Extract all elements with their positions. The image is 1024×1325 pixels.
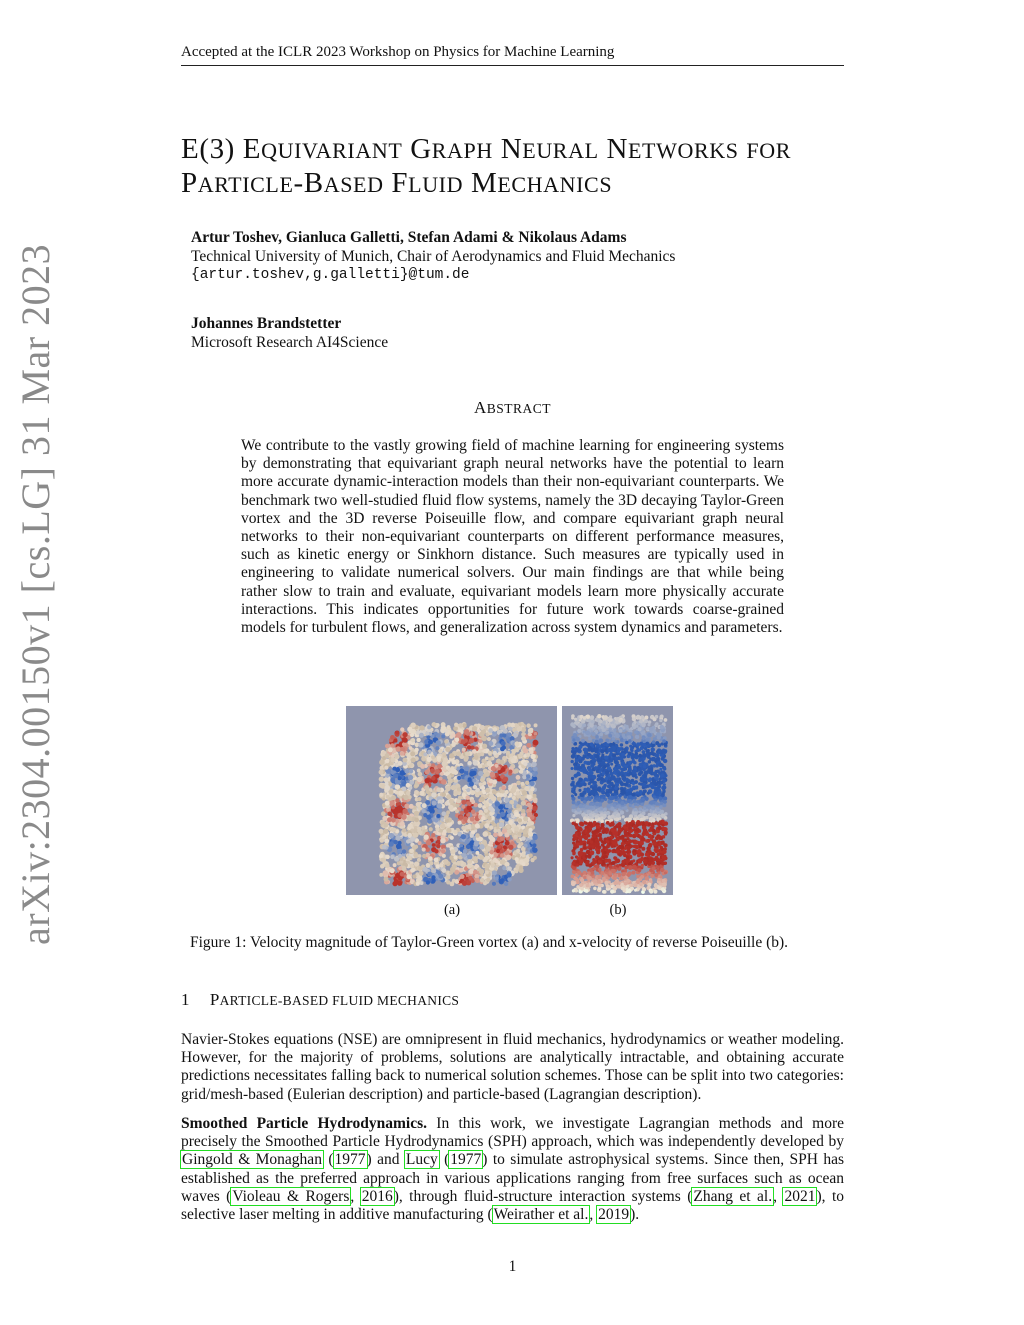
citation-link[interactable]: Violeau & Rogers bbox=[232, 1187, 350, 1205]
citation-link[interactable]: 2019 bbox=[598, 1206, 630, 1224]
figure-caption: Figure 1: Velocity magnitude of Taylor-Green vortex (a) and x-velocity of reverse Poiseuille (b). bbox=[190, 934, 789, 951]
author-email[interactable]: {artur.toshev,g.galletti}@tum.de bbox=[191, 267, 470, 283]
citation-link[interactable]: 1977 bbox=[450, 1151, 482, 1169]
section-paragraph-2: Smoothed Particle Hydrodynamics. In this work, we investigate Lagrangian methods and more precisely the Smoothed Particle Hydrodynamics (SPH) approach, which was independently developed by Gingold & Monaghan (1977) and Lucy (1977) to simulate astrophysical systems. Since then, SPH has established as the preferred approach in various applications ranging from free surfaces such as ocean waves (Violeau & Rogers, 2016), through fluid-structure interaction systems (Zhang et al., 2021), to selective laser melting in additive manufacturing (Weirather et al., 2019). bbox=[181, 1115, 845, 1224]
subcaption-a: (a) bbox=[443, 902, 461, 918]
paper-title bbox=[181, 133, 881, 201]
citation-link[interactable]: Lucy bbox=[405, 1151, 438, 1169]
citation-link[interactable]: Zhang et al. bbox=[693, 1187, 773, 1205]
abstract-text: We contribute to the vastly growing field of machine learning for engineering systems by demonstrating that equivariant graph neural networks have the potential to learn more accurate dynamic-interaction models than their non-equivariant counterparts. We benchmark two well-studied fluid flow systems, namely the 3D decaying Taylor-Green vortex and the 3D reverse Poiseuille flow, and compare equivariant graph neural networks to their non-equivariant counterparts on different performance measures, such as kinetic energy or Sinkhorn distance. Such measures are typically used in engineering to validate numerical solvers. Our main findings are that while being rather slow to train and evaluate, equivariant models learn more physically accurate interactions. This indicates opportunities for future work towards coarse-grained models for turbulent flows, and generalization across system dynamics and parameters. bbox=[241, 437, 784, 637]
abstract-heading: ABSTRACT bbox=[473, 398, 552, 417]
citation-link[interactable]: 1977 bbox=[334, 1151, 366, 1169]
section-heading: 1 PARTICLE-BASED FLUID MECHANICS bbox=[181, 990, 460, 1009]
affiliation-2: Microsoft Research AI4Science bbox=[191, 334, 389, 351]
citation-link[interactable]: 2016 bbox=[361, 1187, 393, 1205]
title-line-2: PARTICLE-BASED FLUID MECHANICS bbox=[181, 167, 613, 199]
author-names-1: Artur Toshev, Gianluca Galletti, Stefan Adami & Nikolaus Adams bbox=[191, 229, 627, 246]
title-line-1: E(3) EQUIVARIANT GRAPH NEURAL NETWORKS FOR bbox=[181, 133, 792, 165]
subcaption-b: (b) bbox=[609, 902, 627, 918]
author-names-2: Johannes Brandstetter bbox=[191, 315, 342, 332]
author-block bbox=[191, 228, 831, 352]
affiliation-1: Technical University of Munich, Chair of Aerodynamics and Fluid Mechanics bbox=[191, 248, 676, 265]
title-prefix: E(3) bbox=[181, 133, 243, 165]
taylor-green-cube-image bbox=[346, 706, 557, 895]
paragraph-heading: Smoothed Particle Hydrodynamics. bbox=[181, 1115, 428, 1132]
citation-link[interactable]: 2021 bbox=[784, 1187, 816, 1205]
poiseuille-column-image bbox=[562, 706, 673, 895]
page-number: 1 bbox=[508, 1258, 517, 1275]
section-paragraph-1: Navier-Stokes equations (NSE) are omnipresent in fluid mechanics, hydrodynamics or weather modeling. However, for the majority of problems, solutions are analytically intractable, and obtaining accurate predictions necessitates falling back to numerical solution schemes. Those can be split into two categories: grid/mesh-based (Eulerian description) and particle-based (Lagrangian description). bbox=[181, 1031, 844, 1103]
figure-poiseuille bbox=[562, 706, 673, 895]
arxiv-stamp: arXiv:2304.00150v1 [cs.LG] 31 Mar 2023 bbox=[13, 243, 58, 945]
header-rule bbox=[181, 65, 844, 66]
figure-taylor-green bbox=[346, 706, 557, 895]
citation-link[interactable]: Gingold & Monaghan bbox=[182, 1151, 322, 1169]
running-header: Accepted at the ICLR 2023 Workshop on Physics for Machine Learning bbox=[181, 44, 615, 60]
citation-link[interactable]: Weirather et al. bbox=[493, 1206, 589, 1224]
